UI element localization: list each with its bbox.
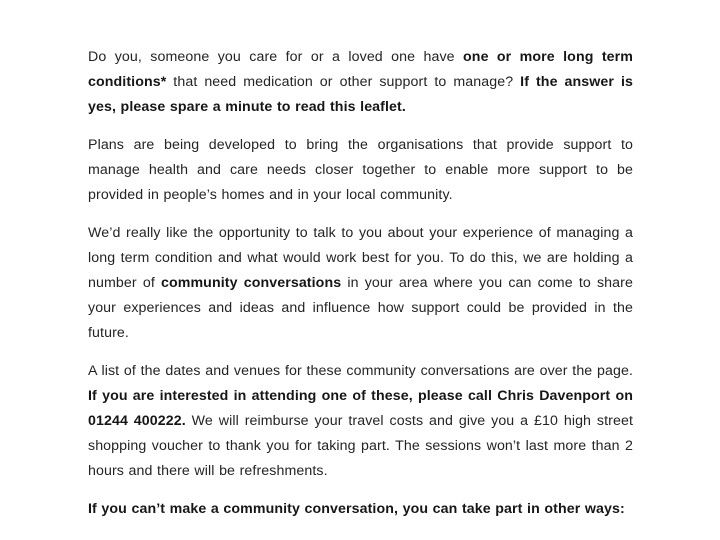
text-run: in your area where you can come to share your experiences and ideas and influence how support could be provided in the future. <box>88 275 633 341</box>
leaflet-text <box>88 45 633 522</box>
text-run: that need medication or other support to manage? <box>166 74 521 90</box>
paragraph <box>88 221 633 346</box>
paragraph <box>88 359 633 484</box>
bold-text-run: If you can’t make a community conversation, you can take part in other ways: <box>88 501 625 517</box>
paragraph <box>88 133 633 208</box>
text-run: Do you, someone you care for or a loved one have <box>88 49 464 65</box>
text-run: We will reimburse your travel costs and give you a £10 high street shopping voucher to thank you for taking part. The sessions won’t last more than 2 hours and there will be refreshments. <box>88 413 633 479</box>
bold-text-run: If you are interested in attending one of these, please call Chris Davenport on 01244 400222. <box>88 388 633 429</box>
text-run: A list of the dates and venues for these community conversations are over the page. <box>88 363 633 379</box>
bold-text-run: community conversations <box>161 275 342 291</box>
paragraph <box>88 497 633 522</box>
bold-text-run: If the answer is yes, please spare a minute to read this leaflet. <box>88 74 633 115</box>
text-run: We’d really like the opportunity to talk to you about your experience of managing a long term condition and what would work best for you. To do this, we are holding a number of <box>88 225 633 291</box>
bold-text-run: one or more long term conditions* <box>88 49 633 90</box>
paragraph <box>88 45 633 120</box>
text-run: Plans are being developed to bring the organisations that provide support to manage health and care needs closer together to enable more support to be provided in people’s homes and in your local community. <box>88 137 633 203</box>
